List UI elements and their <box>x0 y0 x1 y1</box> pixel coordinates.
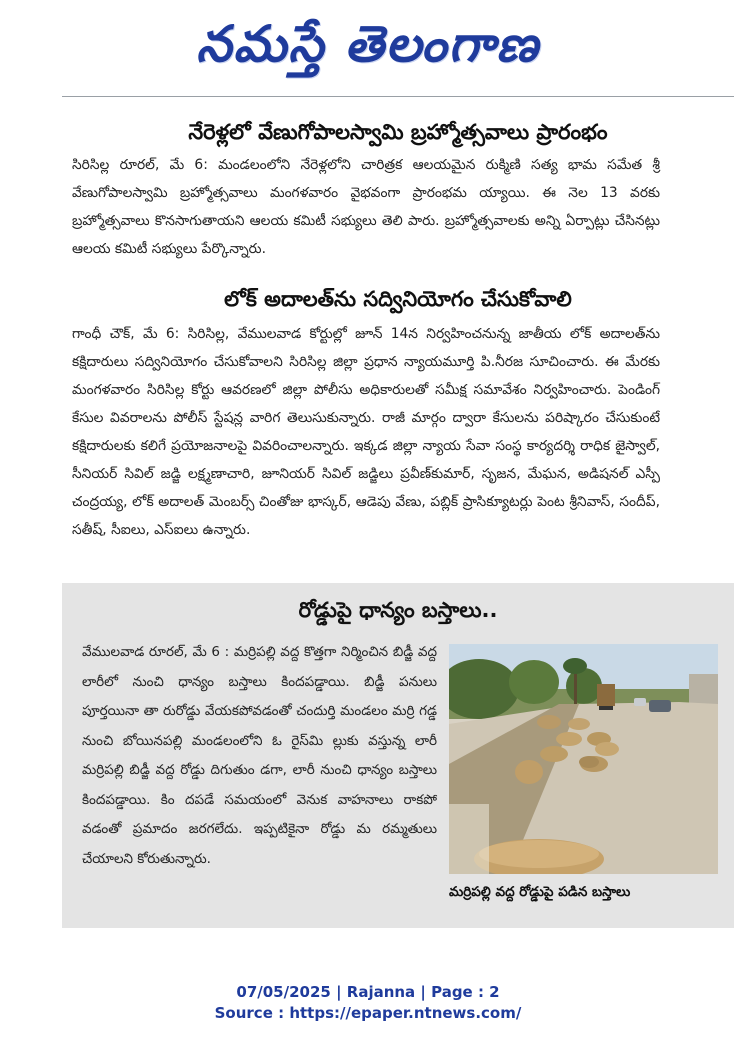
road-with-sacks-image <box>449 644 718 874</box>
edition-line: 07/05/2025 | Rajanna | Page : 2 <box>236 983 500 1001</box>
article-1-body: సిరిసిల్ల రూరల్‌, మే 6: మండలంలోని నేరెళ్లలోని చారిత్రక ఆలయమైన రుక్మిణి సత్య భామ సమేత శ్రీ వేణుగోపాలస్వామి బ్రహ్మోత్సవాలు మంగళవారం వైభవంగా ప్రారంభమ య్యాయి. ఈ నెల 13 వరకు బ్రహ్మోత్సవాలు కొనసాగుతాయని ఆలయ కమిటీ సభ్యులు తెలి పారు. బ్రహ్మోత్సవాలకు అన్ని ఏర్పాట్లు చేసినట్లు ఆలయ కమిటీ సభ్యులు పేర్కొన్నారు. <box>72 157 660 257</box>
article-3-body: వేములవాడ రూరల్‌, మే 6 : మర్రిపల్లి వద్ద కొత్తగా నిర్మించిన బిడ్జీ వద్ద లారీలో నుంచి ధాన్యం బస్తాలు కిందపడ్డాయి. బిడ్జీ పనులు పూర్తయినా తా రురోడ్డు వేయకపోవడంతో చందుర్తి మండలం మర్రి గడ్డ నుంచి బోయినపల్లి మండలంలోని ఓ రైస్‌మి ల్లుకు వస్తున్న లారీ మర్రిపల్లి బిడ్జీ వద్ద రోడ్డు దిగుతుం డగా, లారీ నుంచి ధాన్యం బస్తాలు కిందపడ్డాయి. కిం దపడే సమయంలో వెనుక వాహనాలు రాకపో వడంతో ప్రమాదం జరగలేదు. ఇప్పటికైనా రోడ్డు మ రమ్మతులు చేయాలని కోరుతున్నారు. <box>82 644 437 867</box>
divider <box>62 96 734 97</box>
article-2-headline: లోక్‌ అదాలత్‌ను సద్వినియోగం చేసుకోవాలి <box>224 287 572 311</box>
article-1-headline: నేరెళ్లలో వేణుగోపాలస్వామి బ్రహ్మోత్సవాలు ప్రారంభం <box>188 120 608 144</box>
photo-caption: మర్రిపల్లి వద్ద రోడ్డుపై పడిన బస్తాలు <box>449 884 631 900</box>
article-3-headline: రోడ్డుపై ధాన్యం బస్తాలు.. <box>298 598 498 622</box>
masthead <box>0 4 736 84</box>
masthead-title: నమస్తే తెలంగాణ <box>196 14 540 73</box>
article-2-body: గాంధీ చౌక్‌, మే 6: సిరిసిల్ల, వేములవాడ కోర్టుల్లో జూన్‌ 14న నిర్వహించనున్న జాతీయ లోక్‌ అదాలత్‌ను కక్షిదారులు సద్వినియోగం చేసుకోవాలని సిరిసిల్ల జిల్లా ప్రధాన న్యాయమూర్తి పి.నీరజ సూచించారు. ఈ మేరకు మంగళవారం సిరిసిల్ల కోర్టు ఆవరణలో జిల్లా పోలీసు అధికారులతో సమీక్ష సమావేశం నిర్వహించారు. పెండింగ్‌ కేసుల వివరాలను పోలీస్‌ స్టేషన్ల వారిగ తెలుసుకున్నారు. రాజీ మార్గం ద్వారా కేసులను పరిష్కారం చేసుకుంటే కక్షిదారులకు కలిగే ప్రయోజనాలపై వివరించాలన్నారు. ఇక్కడ జిల్లా న్యాయ సేవా సంస్థ కార్యదర్శి రాధిక జైస్వాల్‌, సీనియర్‌ సివిల్‌ జడ్జి లక్ష్మణాచారి, జూనియర్‌ సివిల్‌ జడ్జిలు ప్రవీణ్‌కుమార్‌, సృజన, మేఘన, అడిషనల్‌ ఎస్పీ చంద్రయ్య, లోక్‌ అదాలత్‌ మెంబర్స్‌ చింతోజు భాస్కర్‌, ఆడెపు వేణు, పబ్లిక్‌ ప్రాసిక్యూటర్లు పెంట శ్రీనివాస్‌, సందీప్‌, సతీష్‌, సీఐలు, ఎస్‌ఐలు ఉన్నారు. <box>72 326 660 538</box>
source-line[interactable]: Source : https://epaper.ntnews.com/ <box>214 1004 522 1022</box>
news-photo <box>449 644 718 874</box>
